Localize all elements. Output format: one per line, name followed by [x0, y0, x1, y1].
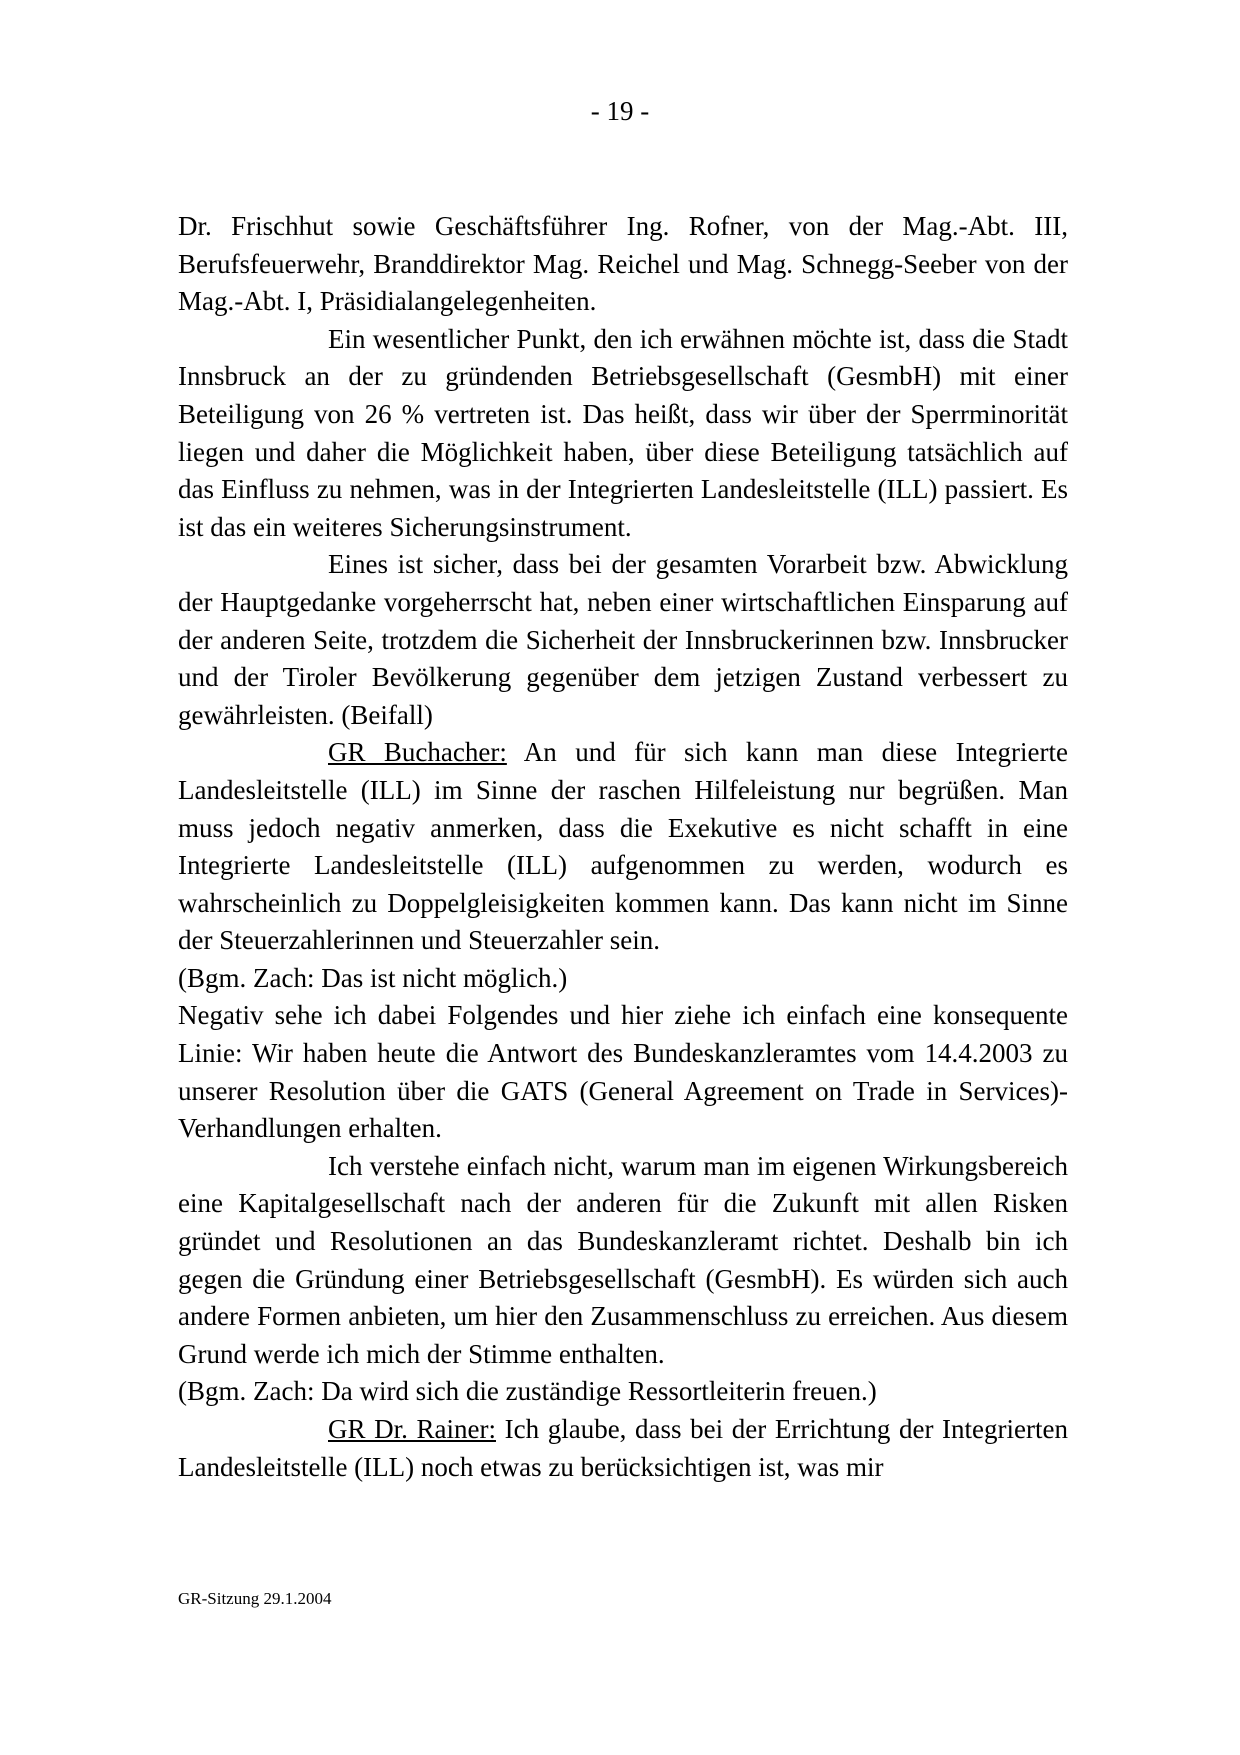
speaker-buchacher: GR Buchacher: — [328, 737, 507, 768]
page-number: - 19 - — [590, 96, 650, 126]
paragraph-1: Dr. Frischhut sowie Geschäftsführer Ing. Rofner, von der Mag.-Abt. III, Berufsfeuerwehr, Branddirektor Mag. Reichel und Mag. Schnegg-Seeber von der Mag.-Abt. I, Präsidialangelegenheiten. — [178, 211, 1068, 317]
paragraph-9 — [178, 1411, 1068, 1486]
paragraph-2: Ein wesentlicher Punkt, den ich erwähnen möchte ist, dass die Stadt Innsbruck an der zu gründenden Betriebsgesellschaft (GesmbH) mit einer Beteiligung von 26 % vertreten ist. Das heißt, dass wir über der Sperrminorität liegen und daher die Möglichkeit haben, über diese Beteiligung tatsächlich auf das Einfluss zu nehmen, was in der Integrierten Landesleitstelle (ILL) passiert. Es ist das ein weiteres Sicherungsinstrument. — [178, 323, 1068, 542]
interjection-1: (Bgm. Zach: Das ist nicht möglich.) — [178, 962, 568, 993]
footer-session-date: GR-Sitzung 29.1.2004 — [178, 1589, 332, 1608]
paragraph-3: Eines ist sicher, dass bei der gesamten Vorarbeit bzw. Abwicklung der Hauptgedanke vorgeherrscht hat, neben einer wirtschaftlichen Einsparung auf der anderen Seite, trotzdem die Sicherheit der Innsbruckerinnen bzw. Innsbrucker und der Tiroler Bevölkerung gegenüber dem jetzigen Zustand verbessert zu gewährleisten. (Beifall) — [178, 549, 1068, 730]
paragraph-6: Negativ sehe ich dabei Folgendes und hier ziehe ich einfach eine konsequente Linie: Wir haben heute die Antwort des Bundeskanzleramtes vom 14.4.2003 zu unserer Resolution über die GATS (General Agreement on Trade in Services)-Verhandlungen erhalten. — [178, 1000, 1068, 1144]
paragraph-4-text: An und für sich kann man diese Integrierte Landesleitstelle (ILL) im Sinne der raschen Hilfeleistung nur begrüßen. Man muss jedoch negativ anmerken, dass die Exekutive es nicht schafft in eine Integrierte Landesleitstelle (ILL) aufgenommen zu werden, wodurch es wahrscheinlich zu Doppelgleisigkeiten kommen kann. Das kann nicht im Sinne der Steuerzahlerinnen und Steuerzahler sein. — [178, 737, 1068, 956]
paragraph-9-text: Ich glaube, dass bei der Errichtung der Integrierten Landesleitstelle (ILL) noch etwas zu berücksichtigen ist, was mir — [178, 1414, 1068, 1482]
document-body — [178, 208, 1068, 1486]
paragraph-7: Ich verstehe einfach nicht, warum man im eigenen Wirkungsbereich eine Kapitalgesellschaft nach der anderen für die Zukunft mit allen Risken gründet und Resolutionen an das Bundeskanzleramt richtet. Deshalb bin ich gegen die Gründung einer Betriebsgesellschaft (GesmbH). Es würden sich auch andere Formen anbieten, um hier den Zusammenschluss zu erreichen. Aus diesem Grund werde ich mich der Stimme enthalten. — [178, 1150, 1068, 1369]
interjection-2: (Bgm. Zach: Da wird sich die zuständige Ressortleiterin freuen.) — [178, 1376, 877, 1407]
speaker-rainer: GR Dr. Rainer: — [328, 1414, 496, 1444]
paragraph-4 — [178, 734, 1068, 960]
